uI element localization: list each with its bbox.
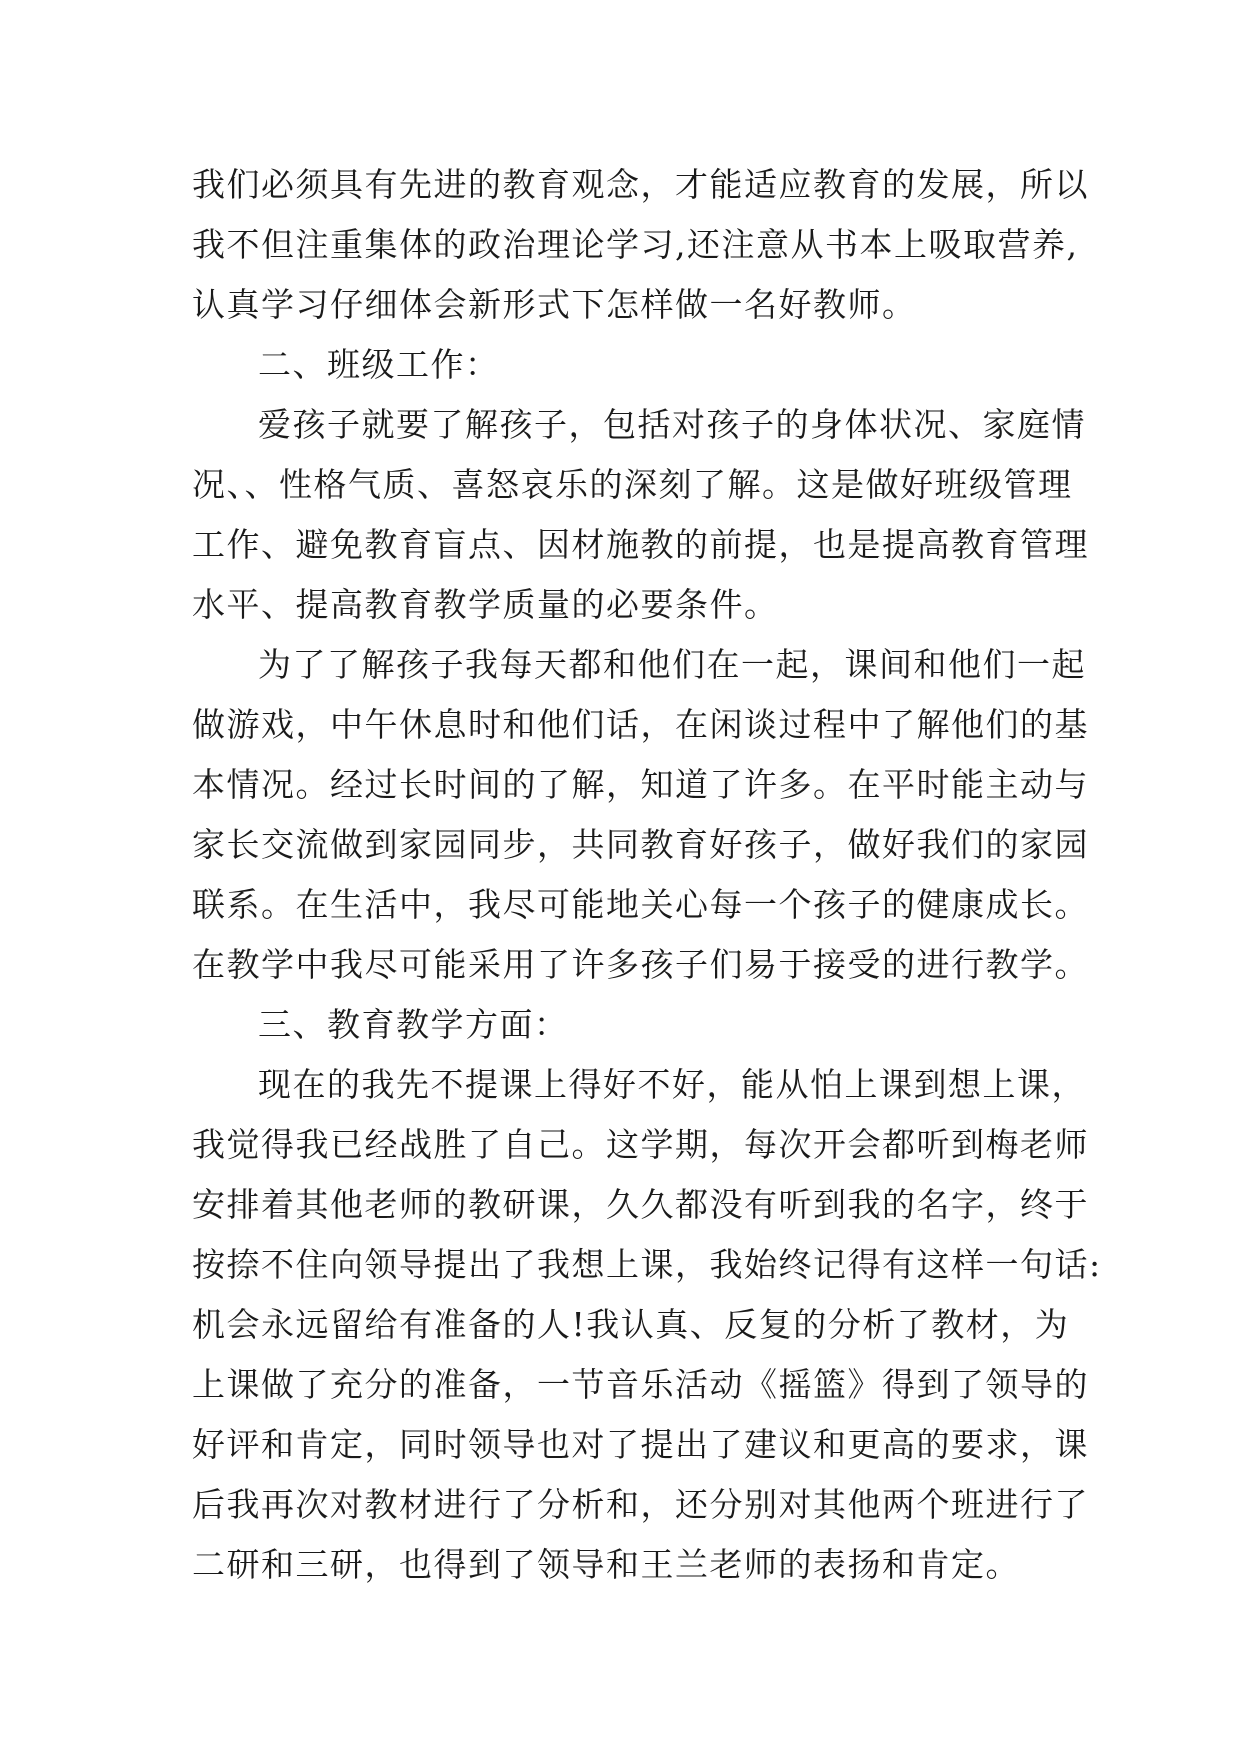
- body-text-line: 二研和三研，也得到了领导和王兰老师的表扬和肯定。: [192, 1545, 1020, 1584]
- body-text-line: 爱孩子就要了解孩子，包括对孩子的身体状况、家庭情: [258, 405, 1086, 444]
- body-text-line: 本情况。经过长时间的了解，知道了许多。在平时能主动与: [192, 765, 1089, 804]
- body-text-line: 为了了解孩子我每天都和他们在一起，课间和他们一起: [258, 645, 1086, 684]
- body-text-line: 做游戏，中午休息时和他们话，在闲谈过程中了解他们的基: [192, 705, 1089, 744]
- body-text-line: 工作、避免教育盲点、因材施教的前提，也是提高教育管理: [192, 525, 1089, 564]
- body-text-line: 我不但注重集体的政治理论学习,还注意从书本上吸取营养,: [192, 225, 1079, 264]
- body-text-line: 水平、提高教育教学质量的必要条件。: [192, 585, 779, 624]
- body-text-line: 安排着其他老师的教研课，久久都没有听到我的名字，终于: [192, 1185, 1089, 1224]
- body-text-line: 联系。在生活中，我尽可能地关心每一个孩子的健康成长。: [192, 885, 1089, 924]
- body-text-line: 家长交流做到家园同步，共同教育好孩子，做好我们的家园: [192, 825, 1089, 864]
- section-heading: 三、教育教学方面：: [258, 1005, 569, 1044]
- body-text-line: 我们必须具有先进的教育观念，才能适应教育的发展，所以: [192, 165, 1089, 204]
- body-text-line: 我觉得我已经战胜了自己。这学期，每次开会都听到梅老师: [192, 1125, 1089, 1164]
- body-text-line: 按捺不住向领导提出了我想上课，我始终记得有这样一句话:: [192, 1245, 1102, 1284]
- body-text-line: 在教学中我尽可能采用了许多孩子们易于接受的进行教学。: [192, 945, 1089, 984]
- body-text-line: 后我再次对教材进行了分析和，还分别对其他两个班进行了: [192, 1485, 1089, 1524]
- body-text-line: 好评和肯定，同时领导也对了提出了建议和更高的要求，课: [192, 1425, 1089, 1464]
- body-text-line: 上课做了充分的准备，一节音乐活动《摇篮》得到了领导的: [192, 1365, 1089, 1404]
- body-text-line: 现在的我先不提课上得好不好，能从怕上课到想上课，: [258, 1065, 1086, 1104]
- body-text-line: 况、、性格气质、喜怒哀乐的深刻了解。这是做好班级管理: [192, 465, 1073, 504]
- section-heading: 二、班级工作：: [258, 345, 500, 384]
- body-text-line: 机会永远留给有准备的人!我认真、反复的分析了教材，为: [192, 1305, 1070, 1344]
- body-text-line: 认真学习仔细体会新形式下怎样做一名好教师。: [192, 285, 917, 324]
